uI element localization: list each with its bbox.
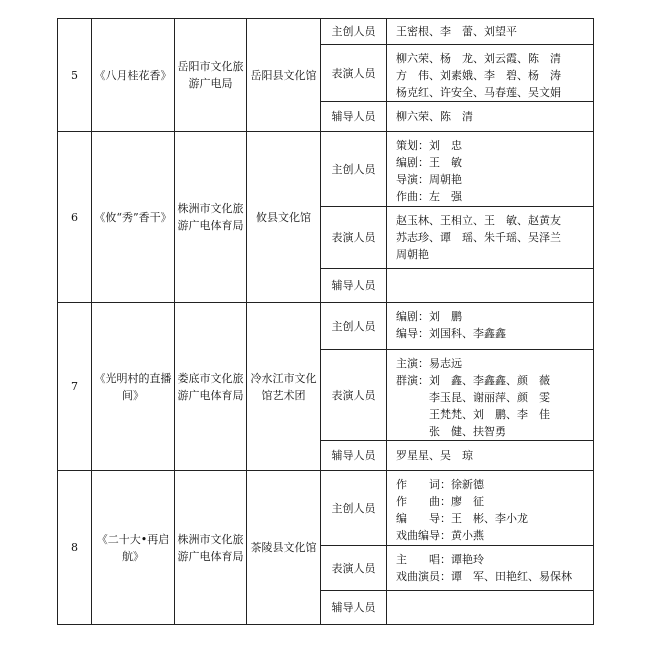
member-line: 作曲：左 强 [396,190,462,203]
role-members [387,546,594,591]
member-line: 罗星星、吴 琼 [396,449,473,462]
role-members [387,441,594,471]
role-label: 主创人员 [321,132,387,207]
member-line: 戏曲演员：谭 军、田艳红、易保林 [396,570,572,583]
member-line: 苏志珍、谭 瑶、朱千瑶、吴泽兰 [396,231,561,244]
member-line: 主演：易志远 [396,357,462,370]
member-line: 群演：刘 鑫、李鑫鑫、颜 薇 [396,374,550,387]
role-label: 辅导人员 [321,269,387,303]
role-members [387,303,594,350]
member-line: 导演：周朝艳 [396,173,462,186]
role-label: 主创人员 [321,471,387,546]
role-members [387,591,594,625]
member-line: 赵玉林、王相立、王 敏、赵黄友 [396,214,561,227]
member-line: 李玉昆、谢丽萍、颜 雯 [396,391,550,404]
role-label: 辅导人员 [321,102,387,132]
member-line: 作 曲：廖 征 [396,495,484,508]
member-line: 周朝艳 [396,248,429,261]
role-members [387,269,594,303]
award-table [57,18,594,625]
table-body [58,19,594,625]
table-row [58,303,594,350]
row-number: 8 [58,471,92,625]
role-label: 表演人员 [321,350,387,441]
organizer-unit: 株洲市文化旅游广电体育局 [175,132,247,303]
performing-venue: 岳阳县文化馆 [247,19,321,132]
member-line: 编剧：刘 鹏 [396,310,462,323]
role-label: 表演人员 [321,45,387,102]
performing-venue: 茶陵县文化馆 [247,471,321,625]
member-line: 戏曲编导：黄小燕 [396,529,484,542]
role-label: 表演人员 [321,546,387,591]
role-members [387,132,594,207]
role-label: 主创人员 [321,303,387,350]
role-members [387,350,594,441]
role-label: 辅导人员 [321,441,387,471]
member-line: 主 唱：谭艳玲 [396,553,484,566]
role-label: 辅导人员 [321,591,387,625]
table-row [58,471,594,546]
table-row [58,132,594,207]
member-line: 张 健、扶智勇 [396,425,506,438]
organizer-unit: 岳阳市文化旅游广电局 [175,19,247,132]
member-line: 柳六荣、杨 龙、刘云霞、陈 清 [396,52,561,65]
member-line: 作 词：徐新德 [396,478,484,491]
member-line: 编 导：王 彬、李小龙 [396,512,528,525]
member-line: 编剧：王 敏 [396,156,462,169]
row-number: 5 [58,19,92,132]
program-title: 《二十大•再启航》 [92,471,175,625]
member-line: 王密根、李 蕾、刘望平 [396,25,517,38]
role-members [387,471,594,546]
performing-venue: 冷水江市文化馆艺术团 [247,303,321,471]
role-members [387,45,594,102]
row-number: 7 [58,303,92,471]
row-number: 6 [58,132,92,303]
organizer-unit: 株洲市文化旅游广电体育局 [175,471,247,625]
role-members [387,207,594,269]
member-line: 编导：刘国科、李鑫鑫 [396,327,506,340]
member-line: 方 伟、刘素娥、李 碧、杨 涛 [396,69,561,82]
role-label: 主创人员 [321,19,387,45]
role-label: 表演人员 [321,207,387,269]
performing-venue: 攸县文化馆 [247,132,321,303]
member-line: 杨克红、许安全、马春莲、吴文娟 [396,86,561,99]
program-title: 《光明村的直播间》 [92,303,175,471]
member-line: 柳六荣、陈 清 [396,110,473,123]
table-row [58,19,594,45]
program-title: 《八月桂花香》 [92,19,175,132]
role-members [387,102,594,132]
program-title: 《攸“秀”香干》 [92,132,175,303]
role-members [387,19,594,45]
member-line: 策划：刘 忠 [396,139,462,152]
organizer-unit: 娄底市文化旅游广电体育局 [175,303,247,471]
member-line: 王梵梵、刘 鹏、李 佳 [396,408,550,421]
